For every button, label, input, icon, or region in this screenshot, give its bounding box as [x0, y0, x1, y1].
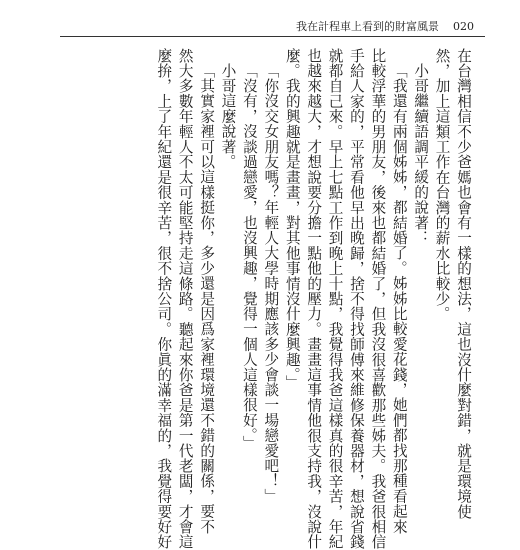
vertical-text-body: [153, 48, 474, 550]
text-column: 比較浮華的男朋友，後來也都結婚了，但我沒很喜歡那些姊夫。我爸很相信: [369, 48, 387, 550]
text-column: 「其實家裡可以這樣挺你，多少還是因爲家裡環境還不錯的關係，要不: [198, 62, 216, 534]
text-column: 「我還有兩個姊姊，都結婚了。姊姊比較愛花錢，她們都找那種看起來: [390, 62, 408, 534]
text-column: 「你沒交女朋友嗎？年輕人大學時期應該多少會談一場戀愛吧！」: [262, 62, 280, 504]
running-title: 我在計程車上看到的財富風景: [296, 20, 439, 33]
text-column: 然，加上這類工作在台灣的薪水比較少。: [433, 48, 451, 322]
text-column: 就都自己來。早上七點工作到晚上十點，我覺得我爸這樣真的很辛苦，年紀: [326, 48, 344, 550]
page-number: 020: [453, 20, 474, 33]
running-header: [296, 18, 474, 34]
text-column: 手給人家的，平常看他早出晚歸，捨不得找師傅來維修保養器材，想說省錢: [347, 48, 365, 550]
text-column: 麼。我的興趣就是畫畫，對其他事情沒什麼興趣。」: [283, 48, 301, 391]
header-rule: [60, 36, 485, 37]
text-column: 麼拚，上了年紀還是很辛苦，很不捨公司。你眞的滿幸福的，我覺得要好好: [155, 48, 173, 550]
text-column: 也越來越大，才想說要分擔一點他的壓力。畫畫這事情他很支持我，沒說什: [305, 48, 323, 550]
text-column: 「沒有，沒談過戀愛，也沒興趣，覺得一個人這樣很好。」: [240, 62, 258, 451]
text-column: 在台灣相信不少爸媽也會有一樣的想法，這也沒什麼對錯，就是環境使: [455, 48, 472, 520]
text-column: 小哥這麼說著。: [219, 62, 237, 169]
text-column: 然大多數年輕人不太可能堅持走這條路。聽起來你爸是第一代老闆，才會這: [176, 48, 194, 550]
text-column: 小哥繼續語調平緩的說著：: [412, 62, 430, 245]
